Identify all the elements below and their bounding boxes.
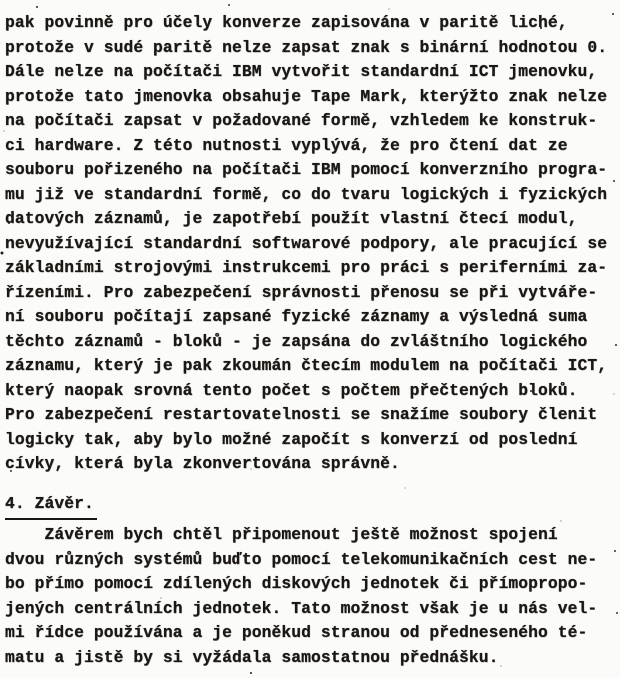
- text-line: ní souboru počítají zapsané fyzické záznamy a výsledná suma: [5, 307, 588, 326]
- text-line: nevyužívající standardní softwarové podpory, ale pracující se: [5, 233, 608, 253]
- text-line: Pro zabezpečení restartovatelnosti se snažíme soubory členit: [5, 405, 598, 424]
- text-line: na počítači zapsat v požadované formě, vzhledem ke konstruk-: [5, 111, 598, 130]
- text-line: řízeními. Pro zabezpečení správnosti přenosu se při vytváře-: [5, 282, 598, 302]
- scan-noise-specks: [0, 0, 2, 2]
- text-line: Dále nelze na počítači IBM vytvořit standardní ICT jmenovku,: [5, 62, 598, 81]
- text-line: dvou různých systémů buďto pomocí telekomunikačních cest ne-: [5, 549, 598, 569]
- text-line: bo přímo pomocí zdílených diskových jednotek či přímopropo-: [5, 574, 588, 593]
- paragraph-conclusion: [5, 523, 618, 670]
- text-line: základními strojovými instrukcemi pro práci s periferními za-: [5, 258, 608, 277]
- text-line: datových záznamů, je zapotřebí použít vlastní čtecí modul,: [5, 209, 578, 228]
- text-line: logicky tak, aby bylo možné započít s konverzí od poslední: [5, 429, 578, 449]
- text-line: který naopak srovná tento počet s počtem přečtených bloků.: [5, 380, 578, 400]
- section-heading-text: 4. Závěr.: [5, 492, 97, 520]
- text-line: ci hardware. Z této nutnosti vyplývá, že pro čtení dat ze: [5, 135, 568, 155]
- text-line: mi řídce používána a je poněkud stranou od předneseného té-: [5, 623, 588, 642]
- paragraph-conversion-details: [5, 11, 618, 477]
- text-line: pak povinně pro účely konverze zapisována v paritě liché,: [5, 13, 568, 32]
- text-line: záznamu, který je pak zkoumán čtecím modulem na počítači ICT,: [5, 356, 608, 375]
- text-line: těchto záznamů - bloků - je zapsána do zvláštního logického: [5, 331, 588, 351]
- text-line: cívky, která byla zkonvertována správně.: [5, 454, 400, 473]
- text-line: mu již ve standardní formě, co do tvaru logických i fyzických: [5, 184, 608, 204]
- text-line: matu a jistě by si vyžádala samostatnou přednášku.: [5, 647, 499, 667]
- text-line: Závěrem bych chtěl připomenout ještě možnost spojení: [5, 525, 558, 544]
- text-line: souboru pořizeného na počítači IBM pomocí konverzního progra-: [5, 160, 608, 179]
- section-heading: [5, 492, 618, 520]
- text-line: protože v sudé paritě nelze zapsat znak s binární hodnotou 0.: [5, 37, 608, 57]
- text-line: protože tato jmenovka obsahuje Tape Mark, kterýžto znak nelze: [5, 86, 608, 106]
- text-line: jených centrálních jednotek. Tato možnost však je u nás vel-: [5, 598, 598, 618]
